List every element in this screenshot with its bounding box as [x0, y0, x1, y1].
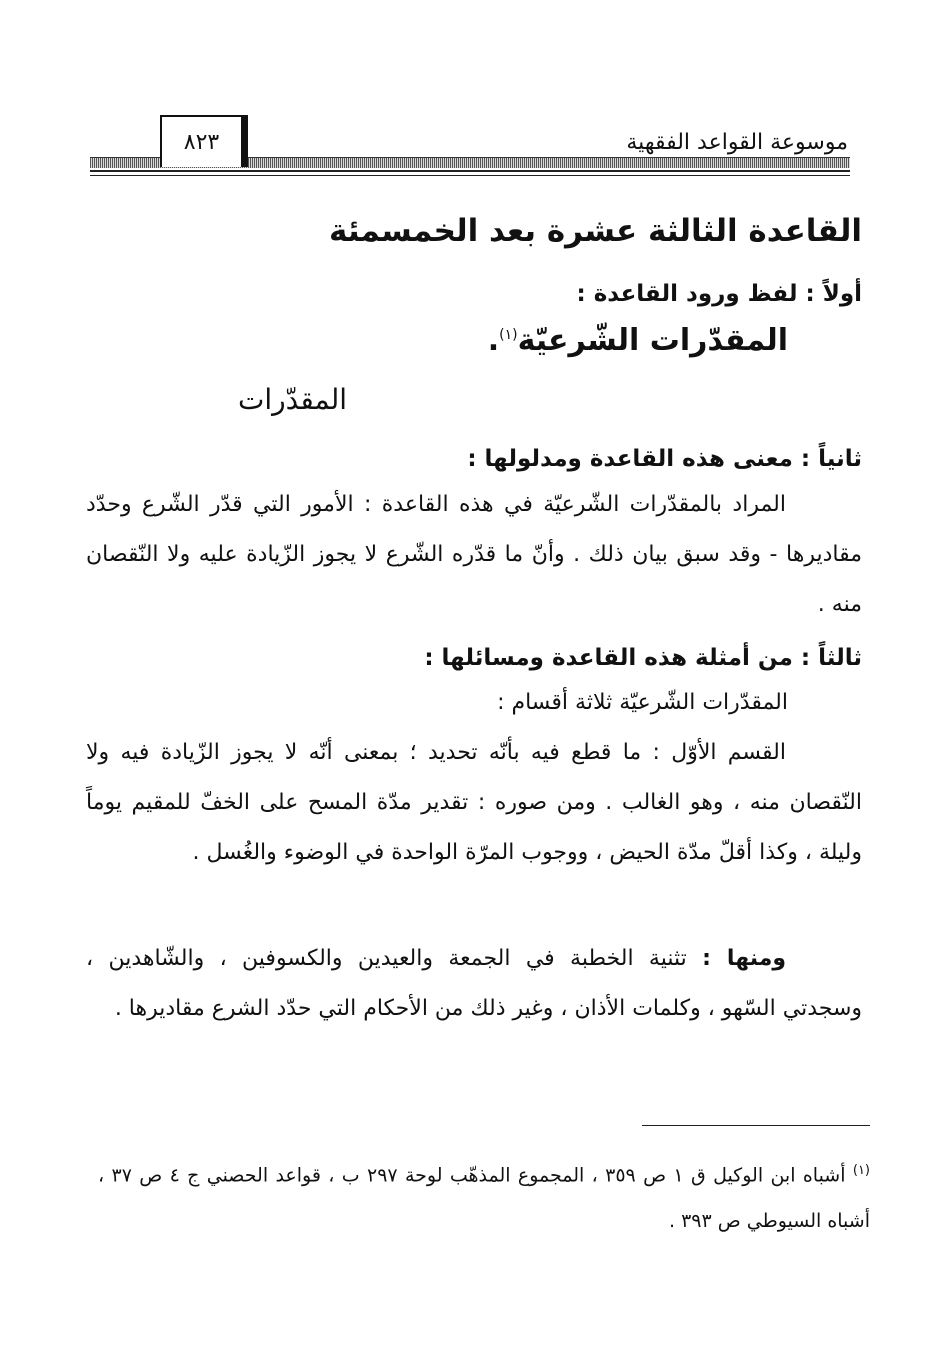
paragraph-first-category: القسم الأوّل : ما قطع فيه بأنّه تحديد ؛ بمعنى أنّه لا يجوز الزّيادة فيه ولا النّقصان منه ، وهو الغالب . ومن صوره : تقدير مدّة المسح على الخفّ للمقيم يوماً وليلة ، وكذا أقلّ مدّة الحيض ، ووجوب المرّة الواحدة في الوضوء والغُسل . [86, 740, 862, 865]
running-title: موسوعة القواعد الفقهية [626, 130, 848, 155]
rule-text-end: . [487, 323, 500, 358]
page-number-text: ٨٢٣ [183, 129, 220, 155]
rule-text [488, 323, 788, 358]
paragraph-lead: ومنها : [702, 946, 786, 971]
header-rule-secondary [90, 175, 850, 176]
paragraph-examples [86, 934, 862, 1034]
section-heading-2: ثانياً : معنى هذه القاعدة ومدلولها : [467, 446, 862, 472]
rule-text-body: المقدّرات الشّرعيّة [517, 323, 788, 358]
rule-title: القاعدة الثالثة عشرة بعد الخمسمئة [329, 213, 862, 249]
paragraph-intro: المقدّرات الشّرعيّة ثلاثة أقسام : [497, 690, 788, 715]
paragraph-meaning: المراد بالمقدّرات الشّرعيّة في هذه القاعدة : الأمور التي قدّر الشّرع وحدّد مقاديرها - وقد سبق بيان ذلك . وأنّ ما قدّره الشّرع لا يجوز الزّيادة عليه ولا النّقصان منه . [86, 492, 862, 617]
page-number [160, 115, 248, 167]
footnote-separator [642, 1125, 870, 1126]
header-rule [90, 170, 850, 172]
footnote-ref[interactable]: (١) [499, 327, 518, 343]
footnote-marker: (١) [852, 1163, 870, 1178]
footnote-text: أشباه ابن الوكيل ق ١ ص ٣٥٩ ، المجموع المذهّب لوحة ٢٩٧ ب ، قواعد الحصني ج ٤ ص ٣٧ ، أشباه السيوطي ص ٣٩٣ . [98, 1164, 870, 1233]
standalone-word: المقدّرات [238, 383, 348, 416]
footnote [98, 1148, 870, 1244]
section-heading-3: ثالثاً : من أمثلة هذه القاعدة ومسائلها : [424, 645, 862, 671]
paragraph-examples-text: تثنية الخطبة في الجمعة والعيدين والكسوفين ، والشّاهدين ، وسجدتي السّهو ، وكلمات الأذان ، وغير ذلك من الأحكام التي حدّد الشرع مقاديرها . [86, 946, 862, 1021]
section-heading-1: أولاً : لفظ ورود القاعدة : [576, 281, 862, 307]
